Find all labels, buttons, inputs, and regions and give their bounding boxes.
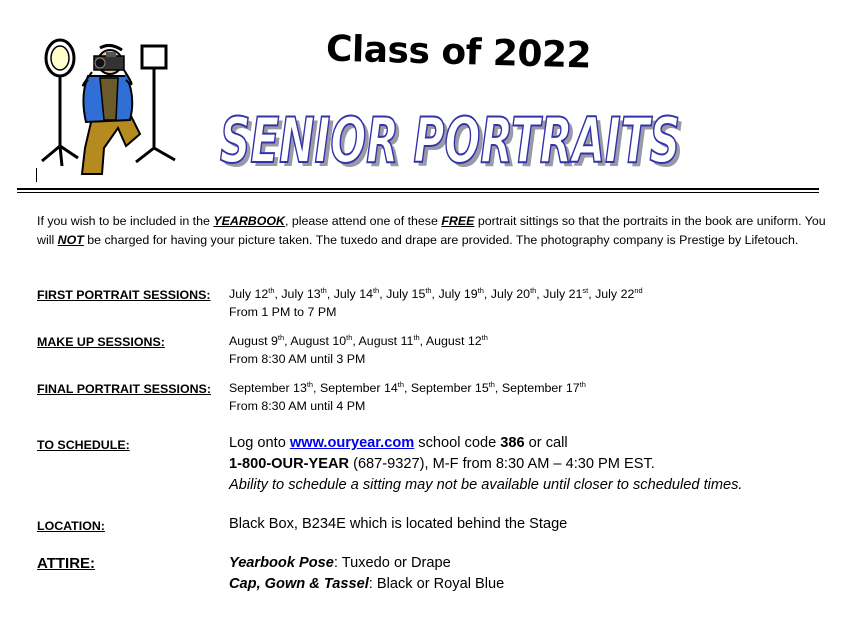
header-rule-thin [17,192,819,193]
first-sessions-dates [229,285,643,304]
makeup-sessions-dates [229,332,488,351]
phone-number: 1-800-OUR-YEAR [229,456,350,472]
text-cursor [36,168,37,182]
session-date: September 13th, [229,379,320,395]
first-sessions-time: From 1 PM to 7 PM [229,305,337,319]
session-date: July 14th, [333,285,387,301]
not-emphasis: NOT [57,232,84,247]
schedule-line-1: Log onto www.ouryear.com school code 386 or call [229,435,568,451]
schedule-label: TO SCHEDULE: [37,438,130,452]
attire-pose: Yearbook Pose: Tuxedo or Drape [229,555,451,571]
session-date: September 15th, [410,379,502,395]
senior-portraits-banner [210,98,690,178]
session-date: July 22nd [595,285,643,301]
class-title: Class of 2022 [325,28,592,77]
session-date: July 19th, [438,285,491,301]
final-sessions-label: FINAL PORTRAIT SESSIONS: [37,382,211,396]
schedule-line-2: 1-800-OUR-YEAR (687-9327), M-F from 8:30 AM – 4:30 PM EST. [229,456,655,472]
location-value: Black Box, B234E which is located behind the Stage [229,516,568,532]
session-date: August 12th [425,332,488,348]
school-code: 386 [500,435,525,451]
yearbook-emphasis: YEARBOOK [213,214,285,228]
attire-cap: Cap, Gown & Tassel: Black or Royal Blue [229,576,505,592]
free-emphasis: FREE [441,214,475,228]
first-sessions-label: FIRST PORTRAIT SESSIONS: [37,288,211,302]
schedule-note: Ability to schedule a sitting may not be available until closer to scheduled times. [229,477,743,493]
location-label: LOCATION: [37,519,105,533]
intro-paragraph: If you wish to be included in the YEARBOOK, please attend one of these FREE portrait sittings so that the portraits in the book are uniform. You will NOT be charged for having your picture taken. The tuxedo and drape are provided. The photography company is Prestige by Lifetouch. [37,214,826,247]
header-rule [17,188,819,190]
banner-text: SENIOR PORTRAITS [220,104,680,177]
session-date: September 14th, [319,379,411,395]
attire-label: ATTIRE: [37,555,96,572]
makeup-sessions-time: From 8:30 AM until 3 PM [229,352,366,366]
final-sessions-time: From 8:30 AM until 4 PM [229,399,366,413]
session-date: July 20th, [490,285,544,301]
ouryear-link[interactable]: www.ouryear.com [289,435,415,451]
session-date: August 9th, [229,332,291,348]
banner-shadow: SENIOR PORTRAITS [224,108,684,178]
session-date: July 21st, [543,285,596,301]
session-date: July 15th, [386,285,439,301]
makeup-sessions-label: MAKE UP SESSIONS: [37,335,165,349]
session-date: August 10th, [290,332,359,348]
session-date: July 12th, [229,285,282,301]
photographer-clipart [30,36,190,178]
final-sessions-dates [229,379,586,398]
session-date: September 17th [501,379,586,395]
session-date: August 11th, [358,332,426,348]
session-date: July 13th, [281,285,334,301]
